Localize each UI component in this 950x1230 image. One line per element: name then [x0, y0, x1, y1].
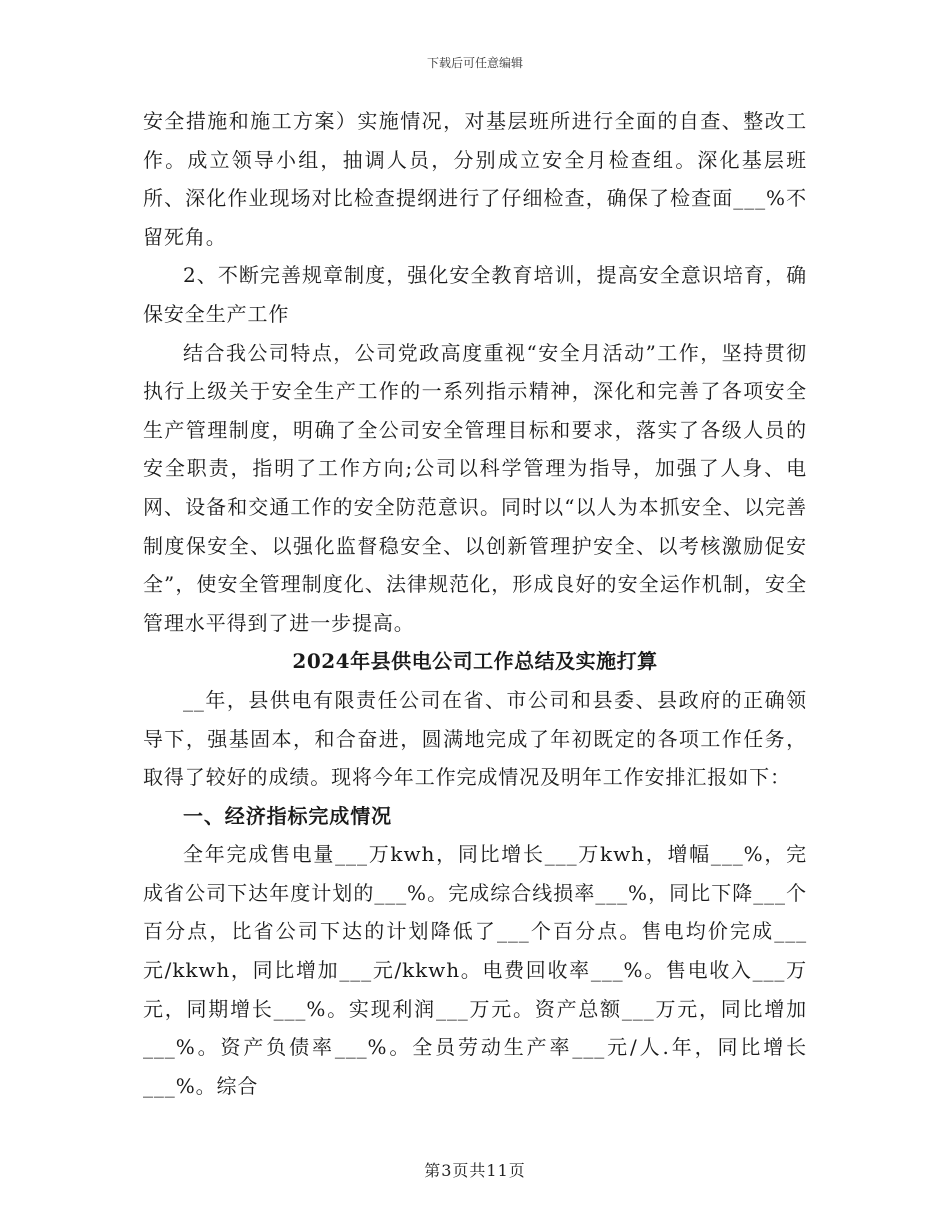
- paragraph-4: __年，县供电有限责任公司在省、市公司和县委、县政府的正确领导下，强基固本，和合奋进，圆满地完成了年初既定的各项工作任务，取得了较好的成绩。现将今年工作完成情况及明年工作安排汇报如下：: [143, 687, 807, 790]
- paragraph-5: 全年完成售电量___万kwh，同比增长___万kwh，增幅___%，完成省公司下达年度计划的___%。完成综合线损率___%，同比下降___个百分点，比省公司下达的计划降低了___个百分点。售电均价完成___元/kkwh，同比增加___元/kkwh。电费回收率___%。售电收入___万元，同期增长___%。实现利润___万元。资产总额___万元，同比增加___%。资产负债率___%。全员劳动生产率___元/人.年，同比增长___%。综合: [143, 842, 807, 1098]
- paragraph-2-section-item: 2、不断完善规章制度，强化安全教育培训，提高安全意识培育，确保安全生产工作: [143, 263, 807, 326]
- header-note: 下载后可任意编辑: [426, 56, 523, 70]
- paragraph-1: 安全措施和施工方案）实施情况，对基层班所进行全面的自查、整改工作。成立领导小组，抽调人员，分别成立安全月检查组。深化基层班所、深化作业现场对比检查提纲进行了仔细检查，确保了检查面___%不留死角。: [143, 109, 807, 249]
- paragraph-3: 结合我公司特点，公司党政高度重视“安全月活动”工作，坚持贯彻执行上级关于安全生产工作的一系列指示精神，深化和完善了各项安全生产管理制度，明确了全公司安全管理目标和要求，落实了各级人员的安全职责，指明了工作方向;公司以科学管理为指导，加强了人身、电网、设备和交通工作的安全防范意识。同时以“以人为本抓安全、以完善制度保安全、以强化监督稳安全、以创新管理护安全、以考核激励促安全”，使安全管理制度化、法律规范化，形成良好的安全运作机制，安全管理水平得到了进一步提高。: [143, 340, 807, 635]
- document-body: [143, 102, 807, 1105]
- page-number: 第3页共11页: [424, 1161, 526, 1180]
- section-heading-1: 一、经济指标完成情况: [183, 803, 392, 828]
- document-title: 2024年县供电公司工作总结及实施打算: [292, 649, 658, 674]
